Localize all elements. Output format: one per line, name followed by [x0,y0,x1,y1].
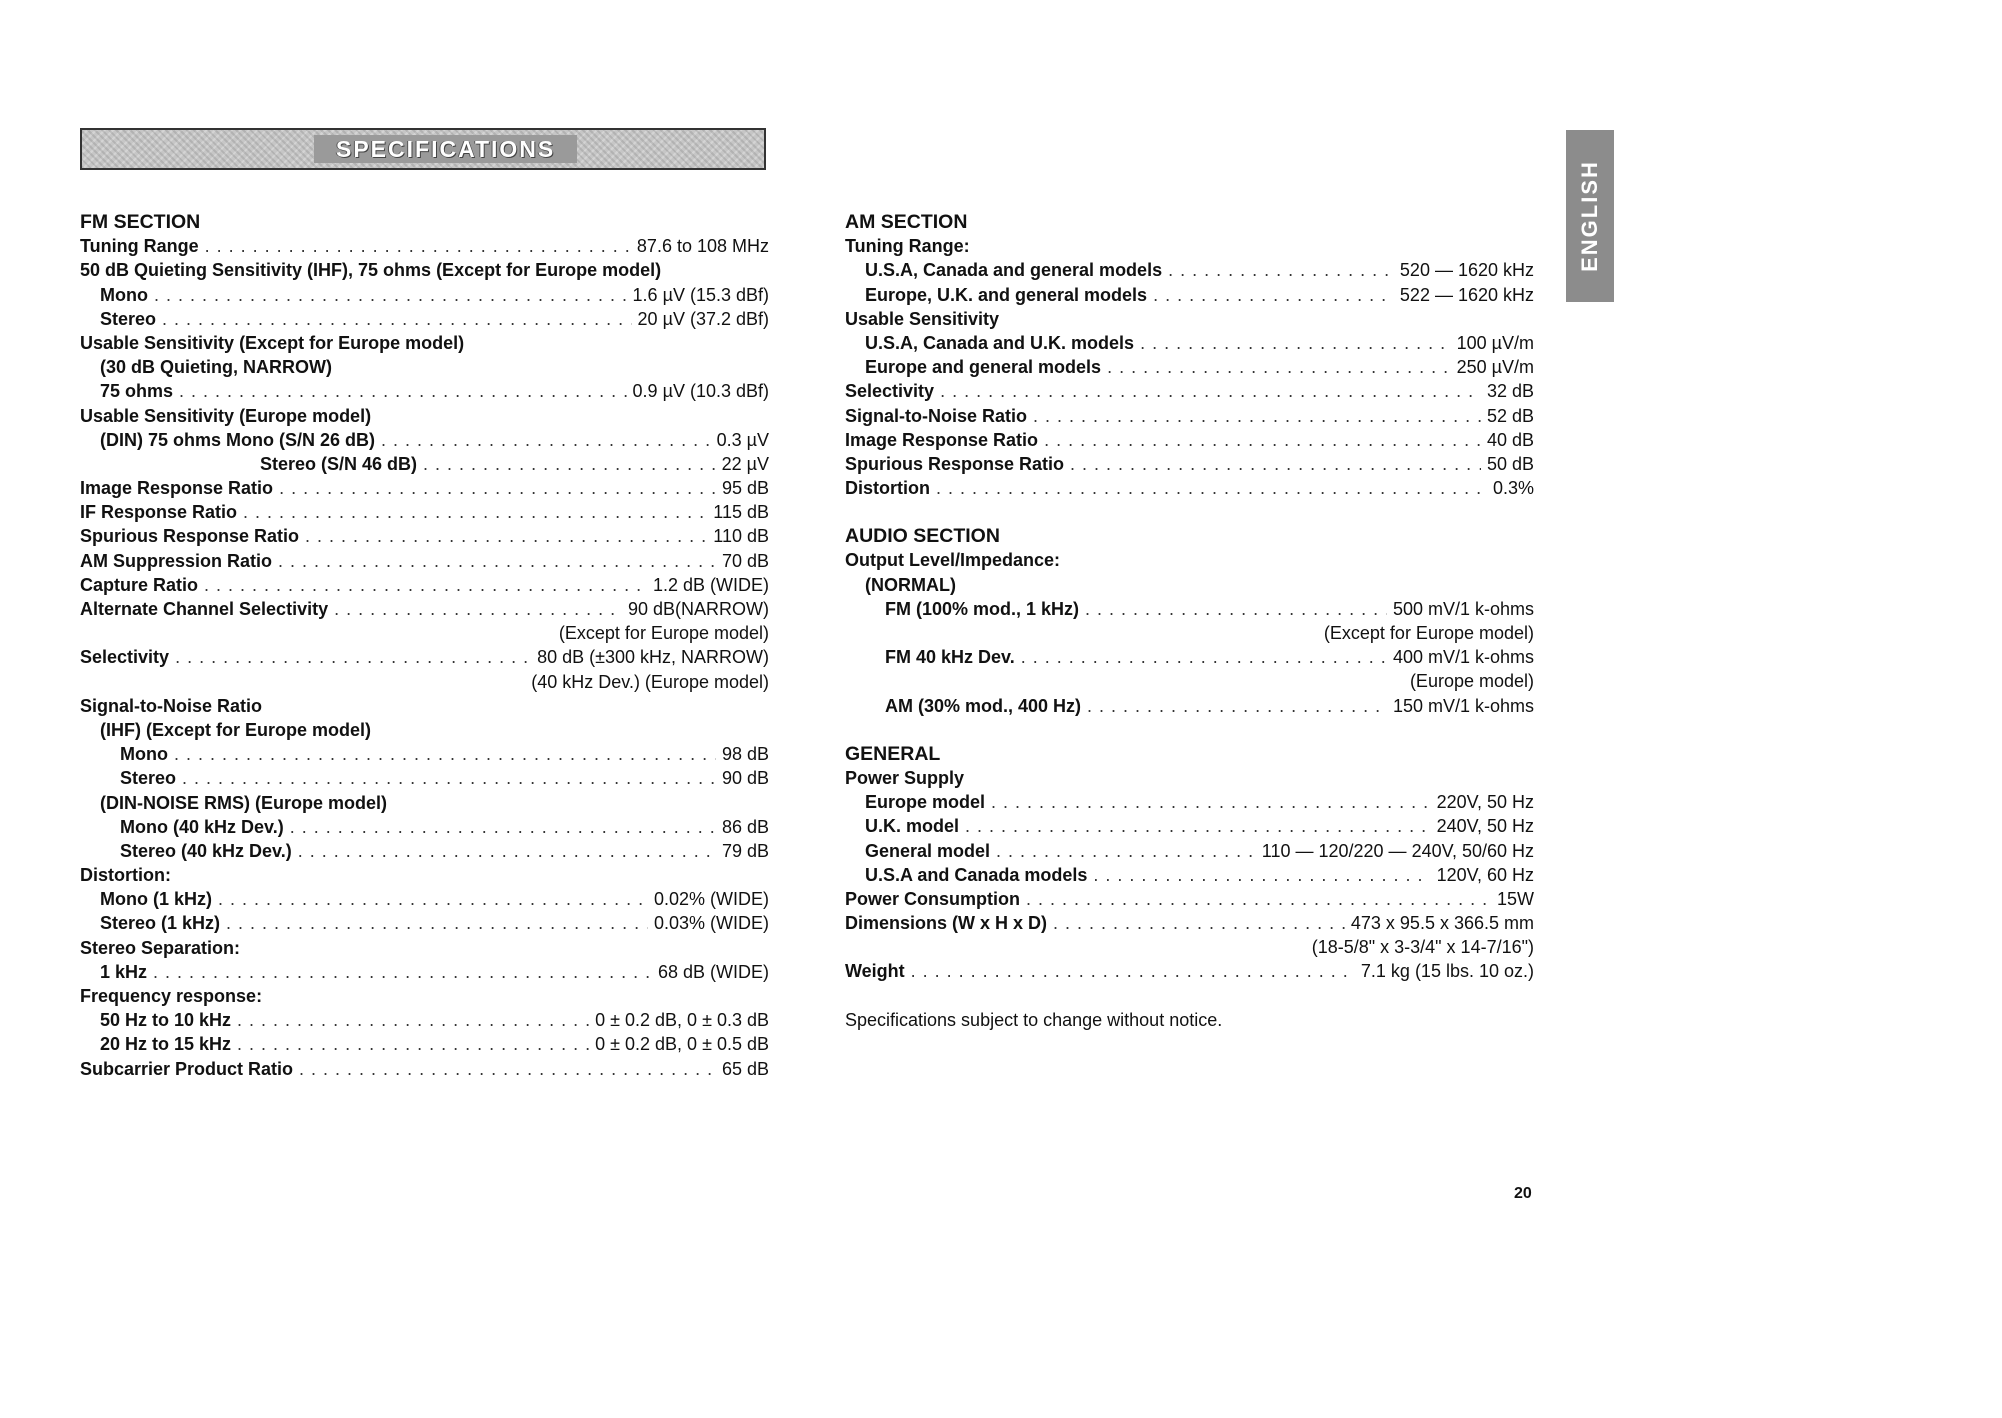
spec-row [80,839,769,863]
spec-label: Tuning Range [80,236,199,257]
spec-label: U.S.A and Canada models [865,864,1088,885]
dot-leader [1085,597,1387,621]
dot-leader [182,766,716,790]
section-spacer [845,718,1534,742]
spec-value: 0.3 µV [716,429,769,450]
dot-leader [243,500,707,524]
spec-row [845,814,1534,838]
spec-row [80,234,769,258]
dot-leader [204,573,647,597]
dot-leader [1168,258,1394,282]
spec-label: Mono [100,284,148,305]
spec-value: 79 dB [721,840,769,861]
spec-row [845,452,1534,476]
dot-leader [940,379,1481,403]
spec-continuation [845,935,1534,959]
spec-value: 15W [1496,888,1534,909]
spec-label: Signal-to-Noise Ratio [80,695,263,716]
spec-row [845,911,1534,935]
spec-label: U.K. model [865,816,960,837]
spec-label: IF Response Ratio [80,502,238,523]
spec-row [80,742,769,766]
spec-row [80,573,769,597]
spec-value: 120V, 60 Hz [1436,864,1534,885]
spec-group-heading [80,936,769,960]
spec-label: Image Response Ratio [80,478,274,499]
dot-leader [279,476,716,500]
spec-group-heading [80,258,769,282]
dot-leader [278,549,716,573]
spec-label: Usable Sensitivity (Europe model) [80,405,372,426]
spec-value: 86 dB [721,816,769,837]
dot-leader [298,839,716,863]
spec-value: (40 kHz Dev.) (Europe model) [531,671,769,692]
dot-leader [305,524,707,548]
spec-label: Spurious Response Ratio [845,453,1065,474]
spec-label: Usable Sensitivity [845,308,1000,329]
spec-value: 240V, 50 Hz [1436,816,1534,837]
dot-leader [1140,331,1451,355]
dot-leader [179,379,627,403]
spec-group-heading [80,331,769,355]
dot-leader [290,815,716,839]
dot-leader [423,452,716,476]
spec-row [80,500,769,524]
spec-group-heading [80,694,769,718]
spec-label: Weight [845,961,905,982]
spec-value: 90 dB(NARROW) [627,599,769,619]
spec-row [845,355,1534,379]
spec-label: 20 Hz to 15 kHz [100,1034,232,1055]
spec-value: 520 — 1620 kHz [1399,260,1534,281]
right-spec-column [845,210,1534,1032]
dot-leader [1093,863,1430,887]
spec-row [845,863,1534,887]
spec-row [80,1032,769,1056]
spec-continuation [845,669,1534,693]
spec-row [845,839,1534,863]
language-tab-label: ENGLISH [1577,160,1602,272]
spec-group-heading [80,791,769,815]
dot-leader [1153,283,1394,307]
spec-value: (Except for Europe model) [1323,623,1534,643]
spec-label: Stereo [120,768,177,789]
spec-value: 32 dB [1486,381,1534,402]
spec-row [845,645,1534,669]
dot-leader [205,234,631,258]
spec-group-heading [845,573,1534,597]
spec-label: Distortion [845,478,930,499]
section-heading [845,742,1534,766]
spec-label: Stereo (1 kHz) [100,913,221,934]
spec-value: 473 x 95.5 x 366.5 mm [1350,913,1534,934]
spec-row [80,1057,769,1081]
spec-label: Mono [120,744,168,765]
spec-value: 65 dB [721,1058,769,1079]
spec-group-heading [845,307,1534,331]
spec-value: 400 mV/1 k-ohms [1392,647,1534,668]
spec-label: Stereo (40 kHz Dev.) [120,840,292,861]
spec-row [845,331,1534,355]
spec-row [80,524,769,548]
spec-value: 522 — 1620 kHz [1399,284,1534,305]
spec-value: 220V, 50 Hz [1436,792,1534,813]
spec-value: 0 ± 0.2 dB, 0 ± 0.5 dB [595,1034,769,1055]
language-tab [1566,130,1614,302]
spec-label: Output Level/Impedance: [845,550,1061,571]
spec-value: 7.1 kg (15 lbs. 10 oz.) [1360,961,1534,982]
dot-leader [1070,452,1481,476]
spec-row [845,283,1534,307]
spec-label: Europe, U.K. and general models [865,284,1148,305]
spec-row [80,911,769,935]
spec-label: Subcarrier Product Ratio [80,1058,294,1079]
spec-row [80,887,769,911]
spec-value: 0.02% (WIDE) [653,889,769,910]
spec-label: AM SECTION [845,211,968,233]
dot-leader [1026,887,1491,911]
dot-leader [1107,355,1451,379]
page-title: SPECIFICATIONS [314,135,577,163]
spec-label: GENERAL [845,742,941,765]
dot-leader [1021,645,1387,669]
dot-leader [299,1057,716,1081]
spec-label: 1 kHz [100,961,148,982]
spec-label: Mono (1 kHz) [100,889,212,910]
spec-row [845,258,1534,282]
spec-row [80,476,769,500]
spec-value: 500 mV/1 k-ohms [1392,598,1534,619]
spec-row [80,452,769,476]
spec-value: 110 dB [713,526,769,547]
dot-leader [936,476,1487,500]
spec-value: 52 dB [1486,405,1534,426]
spec-value: 80 dB (±300 kHz, NARROW) [537,647,769,668]
spec-value: 50 dB [1486,453,1534,474]
spec-value: 87.6 to 108 MHz [636,236,769,257]
dot-leader [991,790,1431,814]
spec-label: Alternate Channel Selectivity [80,599,329,619]
spec-value: 95 dB [721,478,769,499]
spec-row [80,428,769,452]
dot-leader [153,960,652,984]
spec-label: Europe and general models [865,357,1102,378]
spec-label: (DIN-NOISE RMS) (Europe model) [100,792,387,813]
dot-leader [996,839,1256,863]
spec-continuation [80,670,769,694]
spec-row [80,1008,769,1032]
spec-label: (IHF) (Except for Europe model) [100,719,372,740]
spec-value: 0.3% [1492,478,1534,499]
spec-label: Dimensions (W x H x D) [845,913,1048,934]
spec-value: 150 mV/1 k-ohms [1392,695,1534,716]
spec-continuation [845,621,1534,645]
spec-row [845,404,1534,428]
section-heading [845,210,1534,234]
spec-group-heading [80,404,769,428]
spec-value: (18-5/8" x 3-3/4" x 14-7/16") [1311,937,1534,958]
dot-leader [334,597,622,621]
spec-group-heading [80,355,769,379]
spec-label: Stereo (S/N 46 dB) [260,453,418,474]
spec-value: 98 dB [721,744,769,765]
spec-value: 0.9 µV (10.3 dBf) [632,381,769,402]
spec-value: 68 dB (WIDE) [657,961,769,982]
spec-row [80,283,769,307]
spec-label: General model [865,840,991,861]
dot-leader [162,307,632,331]
dot-leader [381,428,711,452]
dot-leader [174,742,716,766]
spec-label: (30 dB Quieting, NARROW) [100,357,332,378]
dot-leader [237,1008,589,1032]
spec-row [80,307,769,331]
spec-value: 22 µV [721,453,769,474]
spec-label: U.S.A, Canada and general models [865,260,1163,281]
specifications-banner [80,128,766,170]
spec-continuation [80,621,769,645]
spec-label: (DIN) 75 ohms Mono (S/N 26 dB) [100,429,376,450]
dot-leader [237,1032,589,1056]
spec-row [80,645,769,669]
spec-row [845,428,1534,452]
spec-label: U.S.A, Canada and U.K. models [865,332,1135,353]
spec-row [80,960,769,984]
section-spacer [845,984,1534,1008]
spec-label: Stereo [100,308,157,329]
dot-leader [1033,404,1481,428]
spec-label: 50 dB Quieting Sensitivity (IHF), 75 ohms (Except for Europe model) [80,260,662,281]
spec-label: Usable Sensitivity (Except for Europe model) [80,332,465,353]
spec-label: Mono (40 kHz Dev.) [120,816,284,837]
spec-label: 50 Hz to 10 kHz [100,1010,232,1031]
spec-row [845,887,1534,911]
spec-row [845,379,1534,403]
spec-row [80,549,769,573]
left-spec-column [80,210,769,1081]
spec-value: 40 dB [1486,429,1534,450]
spec-group-heading [80,863,769,887]
spec-label: Stereo Separation: [80,937,241,958]
spec-label: (NORMAL) [865,574,956,595]
spec-row [80,597,769,621]
dot-leader [911,959,1355,983]
spec-label: Power Supply [845,767,965,788]
spec-group-heading [845,548,1534,572]
dot-leader [965,814,1431,838]
spec-row [80,815,769,839]
dot-leader [1044,428,1481,452]
dot-leader [1087,694,1387,718]
section-heading [845,524,1534,548]
spec-value: 250 µV/m [1456,357,1534,378]
spec-label: Image Response Ratio [845,429,1039,450]
spec-label: Capture Ratio [80,574,199,595]
spec-label: Europe model [865,792,986,813]
spec-label: FM (100% mod., 1 kHz) [885,598,1080,619]
spec-label: Distortion: [80,865,171,886]
spec-value: 0.03% (WIDE) [653,913,769,934]
spec-row [80,379,769,403]
dot-leader [1053,911,1345,935]
notice-text: Specifications subject to change without notice. [845,1009,1223,1030]
dot-leader [218,887,648,911]
spec-label: FM 40 kHz Dev. [885,647,1015,668]
spec-value: (Europe model) [1409,671,1534,692]
spec-value: 1.6 µV (15.3 dBf) [632,284,769,305]
spec-value: 20 µV (37.2 dBf) [637,308,769,329]
spec-label: AM Suppression Ratio [80,550,273,571]
spec-row [845,790,1534,814]
spec-group-heading [845,766,1534,790]
spec-label: FM SECTION [80,211,201,233]
spec-label: Selectivity [80,647,170,668]
spec-value: 90 dB [721,768,769,789]
page-number: 20 [1514,1185,1532,1202]
dot-leader [154,283,627,307]
spec-row [80,766,769,790]
spec-value: (Except for Europe model) [558,623,769,644]
spec-label: Selectivity [845,381,935,402]
spec-group-heading [80,718,769,742]
spec-label: Frequency response: [80,986,263,1006]
spec-row [845,476,1534,500]
spec-value: 70 dB [721,550,769,571]
spec-notice [845,1008,1534,1032]
spec-value: 110 — 120/220 — 240V, 50/60 Hz [1261,840,1534,861]
spec-row [845,694,1534,718]
spec-group-heading [845,234,1534,258]
dot-leader [175,645,531,669]
spec-label: Power Consumption [845,888,1020,909]
dot-leader [226,911,648,935]
spec-value: 0 ± 0.2 dB, 0 ± 0.3 dB [595,1010,769,1031]
spec-row [845,597,1534,621]
spec-value: 115 dB [713,502,769,523]
spec-row [845,959,1534,983]
section-spacer [845,500,1534,524]
spec-label: Spurious Response Ratio [80,526,300,547]
spec-label: Tuning Range: [845,236,970,257]
spec-label: AUDIO SECTION [845,525,1000,548]
spec-label: AM (30% mod., 400 Hz) [885,695,1082,716]
spec-label: 75 ohms [100,381,174,402]
spec-value: 100 µV/m [1456,332,1534,353]
section-heading [80,210,769,234]
spec-label: Signal-to-Noise Ratio [845,405,1028,426]
spec-value: 1.2 dB (WIDE) [652,574,769,595]
spec-group-heading [80,984,769,1008]
